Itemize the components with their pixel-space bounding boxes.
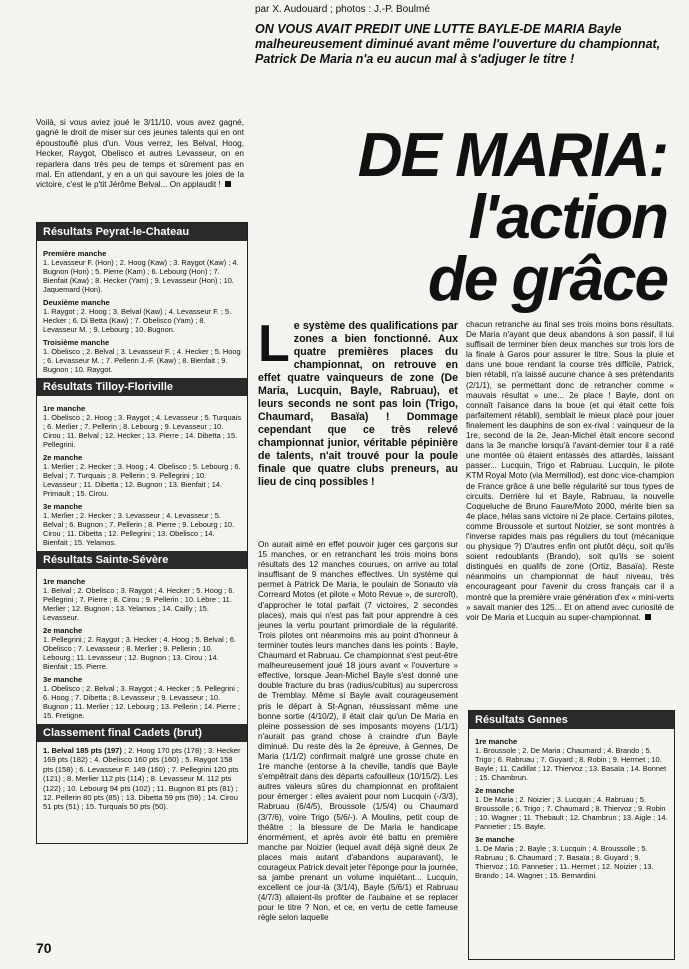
manche-title: 3e manche xyxy=(43,675,83,684)
results-sidebar xyxy=(36,222,248,844)
manche-title: 2e manche xyxy=(43,453,83,462)
gennes-heading: Résultats Gennes xyxy=(469,711,674,729)
manche-title: 2e manche xyxy=(43,626,83,635)
final-section xyxy=(37,742,247,816)
manche-results: 1. De Maria ; 2. Noizier ; 3. Lucquin ; 4. Rabruau ; 5. Broussolle ; 6. Trigo ; 7. Chaumard ; 8. Thiervoz ; 9. Robin ; 10. Wagner ; 11. Thebault ; 12. Chambrun ; 13. Aigle ; 14. Pannetier ; 15. Bayle. xyxy=(475,795,668,831)
manche-results: 1. Raygot ; 2. Hoog ; 3. Belval (Kaw) ; 4. Levasseur F. ; 5. Hecker ; 6. Di Betta (Kaw) ; 7. Obelisco (Yam) ; 8. Levasseur M. ; 9. Lebourg ; 10. Bugnon. xyxy=(43,307,232,334)
final-rest: ; 2. Hoog 170 pts (178) ; 3. Hecker 169 pts (182) ; 4. Obelisco 160 pts (160) ; 5. Raygot 158 pts (158) ; 6. Levasseur F. 149 (160) ; 7. Pellegrini 120 pts (121) ; 8. Merlier 112 pts (114) ; 8. Levasseur M. 112 pts (122) ; 10. Lebourg 94 pts (102) ; 11. Bugnon 81 pts (81) ; 12. Pellerin 80 pts (85) ; 13. Dibetta 59 pts (59) ; 14. Cirou 51 pts (51) ; 15. Turquais 50 pts (50). xyxy=(43,746,241,812)
manche-results: 1. De Maria ; 2. Bayle ; 3. Lucquin ; 4. Broussolle ; 5. Rabruau ; 6. Chaumard ; 7. Basaïa ; 8. Guyard ; 9. Thiervoz ; 10. Pannetier ; 11. Hermet ; 12. Noizier ; 13. Brando ; 14. Wagner ; 15. Bernardini. xyxy=(475,844,654,880)
manche-title: Deuxième manche xyxy=(43,298,110,307)
end-mark-icon xyxy=(645,614,651,620)
manche-title: 1re manche xyxy=(43,577,86,586)
manche-results: 1. Obelisco ; 2. Belval ; 3. Levasseur F. ; 4. Hecker ; 5. Hoog ; 6. Levasseur M. ; 7. Pellerin J.-F. (Kaw) ; 8. Bienfait ; 9. Bugnon ; 10. Raygot. xyxy=(43,347,241,374)
tilloy-heading: Résultats Tilloy-Floriville xyxy=(37,378,247,396)
sainte-section xyxy=(37,569,247,724)
peyrat-section xyxy=(37,241,247,378)
final-standings xyxy=(43,746,241,812)
manche-title: 3e manche xyxy=(475,835,515,844)
title-line-1: DE MARIA: xyxy=(357,121,667,190)
final-heading: Classement final Cadets (brut) xyxy=(37,724,247,742)
manche-results: 1. Merlier ; 2. Hecker ; 3. Levasseur ; 4. Levasseur ; 5. Belval ; 6. Bugnon ; 7. Pellerin ; 8. Pierre ; 9. Lebourg ; 10. Cirou ; 11. Dibetta ; 12. Pellegrini ; 13. Obelisco ; 14. Bienfait ; 15. Yelamos. xyxy=(43,511,235,547)
peyrat-heading: Résultats Peyrat-le-Chateau xyxy=(37,223,247,241)
manche-results: 1. Broussole ; 2. De Maria ; Chaumard ; 4. Brando ; 5. Trigo ; 6. Rabruau ; 7. Guyard ; 8. Robin ; 9. Hermet ; 10. Bayle ; 11. Cadillat ; 12. Thiervoz ; 13. Basaïa ; 14. Bonnet ; 15. Chambrun. xyxy=(475,746,667,782)
body-column-1: On aurait aimé en effet pouvoir juger ces garçons sur 15 manches, or en retranchant les trois moins bons résultats des 12 manches courues, on arrive au total insuffisant de 9 manches effectives. Un système qui permet à Patrick De Maria, le poulain de Sonauto via Correard Motos (et pilote « Moto Revue », de surcroît), d'approcher le total parfait (7 victoires, 2 secondes places), mais qui n'est pas fait pour apprendre à ces jeunes la vertu pourtant primordiale de la régularité. Trois pilotes ont néanmoins mis au point d'honneur à terminer toutes leurs manches dans les points : Bayle, Chaumard et Rabruau. Ce championnat s'est peut-être malheureusement joué 18 jours avant « l'ouverture » effective, lorsque Jean-Michel Bayle s'est donné une double fracture du bras (radius/cubitus) au supercross de Tremblay. Même si Bayle avait courageusement pris le départ à St-Agnan, réussissant même une bonne sortie (4/10/2), il était clair qu'un De Maria en pleine possession de ses imposants moyens (1/1/1) n'aurait pas grand chose à craindre d'un Bayle diminué. Du reste dès la 2e épreuve, à Gennes, De Maria (1/1/2) confirmait malgré une grosse chute en 1re manche (entorse à la cheville, tandis que Bayle s'empêtrait dans des départs cafouilleux (10/15/2). Les autres valeurs sûres du championnat en profitaient pour émerger : elles avaient pour nom Lucquin (-/3/3), Rabruau (6/4/5), Broussole (1/5/4) ou Chaumard (3/7/6), voire Trigo (5/6/-). A Moulins, petit coup de théâtre : la blessure de De Maria le handicape énormément, et après avoir été battu en première manche par Noizier (lequel avait déjà signé deux 2e places mais autant d'abandons auparavant), le courageux Patrick devait jeter l'éponge pour la journée, sa jambe prenant un volume inquiétant... Lucquin, excellent ce jour-là (3/1/4), Bayle (5/6/1) et Rabruau (4/7/3) allaient-ils profiter de l'aubaine et se replacer pour le titre ? Non, et ce, en vertu de cette fameuse règle selon laquelle xyxy=(258,540,459,923)
gennes-results-box xyxy=(468,710,675,960)
end-mark-icon xyxy=(225,181,231,187)
manche-title: Troisième manche xyxy=(43,338,110,347)
manche-results: 1. Levasseur F. (Hon) ; 2. Hoog (Kaw) ; 3. Raygot (Kaw) ; 4. Bugnon (Hon) ; 5. Pierre (Kam) ; 6. Lebourg (Hon) ; 7. Bienfait (Kaw) ; 8. Hecker (Yam) ; 9. Levasseur (Hon) ; 10. Jaquemard (Hon). xyxy=(43,258,239,294)
final-leader: 1. Belval 185 pts (197) xyxy=(43,746,122,755)
sainte-heading: Résultats Sainte-Sévère xyxy=(37,551,247,569)
intro-text: Voilà, si vous aviez joué le 3/11/10, vous avez gagné, gagné le droit de miser sur ces jeunes talents qui en ont époustouflé plus d'un. Vous verrez, les Belval, Hoog, Hecker, Raygot, Obelisco et autres Levasseur, on en reparlera dans très peu de temps et sûrement pas en mal. En attendant, y en a un qui savoure les joies de la victoire, c'est le p'tit Jérôme Belval... On applaudit ! xyxy=(36,118,244,190)
drop-cap: L xyxy=(258,315,290,373)
body-column-2-text: chacun retranche au final ses trois moins bons résultats. De Maria n'ayant que deux abandons à son passif, il lui suffisait de terminer bien deux manches sur trois lors de la finale à Garos pour assurer le titre. Sous la pluie et dans une boue rendant la course très difficile, Patrick, bien rétabli, n'a laissé aucune chance à ses prétendants (2/1/1), se permettant donc de retrancher comme « mauvais résultat » une... 2e place ! Bayle, dont on connaît l'aisance dans la boue (et qui était cette fois parfaitement rétabli), semblait le mieux placé pour jouer finalement les dauphins de son ex-rival : vainqueur de la 1re, second de la 2e, Jean-Michel était encore second dans la 3e manche lorsqu'à l'avant-dernier tour il a raté une montée où étaient entassés des attardés, laissant passer... Lucquin, Trigo et Rabruau. Lucquin, le pilote KTM Royal Moto (via Mermillod), est donc vice-champion de France grâce à une belle régularité sur tous types de circuits. Derrière lui et Bayle, Rabruau, la nouvelle Coqueluche de Bruno Faure/Moto 2000, mérite bien sa 4e place, hélas sans victoire ni 2e place. Certains pilotes, comme Broussole et surtout Noizier, se sont montrés à l'inverse rapides mais pas réguliers du tout (mécanique ou physique ?) D'autres enfin ont plutôt déçu, soit qu'ils soient redoublants (Brando), soit qu'ils se soient distingués en qualifs de zone (Ortiz, Basaïa). Reste néanmoins un championnat de haut niveau, très encourageant pour l'avenir du cross français car il a montré que la première vraie génération d'ex « mini-verts » savait manier des 125... Et on attend avec curiosité de voir De Maria et Lucquin au super-championnat. xyxy=(466,320,674,622)
lede-paragraph xyxy=(258,315,458,489)
manche-title: 1re manche xyxy=(43,404,86,413)
manche-title: Première manche xyxy=(43,249,107,258)
manche-results: 1. Merlier ; 2. Hecker ; 3. Hoog ; 4. Obelisco ; 5. Lebourg ; 6. Belval ; 7. Turquais ; 8. Pellerin ; 9. Pellegrini ; 10. Levasseur ; 11. Dibetta ; 12. Bugnon ; 13. Bienfait ; 14. Primault ; 15. Cirou. xyxy=(43,462,241,498)
manche-results: 1. Obelisco ; 2. Hoog ; 3. Raygot ; 4. Levasseur ; 5. Turquais ; 6. Merlier ; 7. Pellerin ; 8. Lebourg ; 9. Levasseur ; 10. Cirou ; 11. Belval ; 12. Hecker ; 13. Pierre ; 14. Dibetta ; 15. Pellegrini. xyxy=(43,413,242,449)
manche-title: 1re manche xyxy=(475,737,518,746)
page-number: 70 xyxy=(36,940,52,956)
lede-text: e système des qualifications par zones a bien fonctionné. Aux quatre premières places du championnat, on retrouve en effet quatre vainqueurs de zone (De Maria, Lucquin, Bayle, Rabruau), et leurs seconds ne sont pas loin (Trigo, Chaumard, Basaïa) ! Dommage cependant que ce très relevé championnat junior, véritable pépinière de talents, n'ait trouvé pour la poule finale que quatre clubs preneurs, au lieu de cinq possibles ! xyxy=(258,320,458,488)
gennes-section xyxy=(469,729,674,884)
headline: ON VOUS AVAIT PREDIT UNE LUTTE BAYLE-DE MARIA Bayle malheureusement diminué avant même l'ouverture du championnat, Patrick De Maria n'a eu aucun mal à s'adjuger le titre ! xyxy=(255,22,661,66)
tilloy-section xyxy=(37,396,247,551)
title-line-3: de grâce xyxy=(427,245,667,314)
body-column-2 xyxy=(466,320,674,623)
manche-results: 1. Belval ; 2. Obelisco ; 3. Raygot ; 4. Hecker ; 5. Hoog ; 6. Pellegrini ; 7. Pierre ; 8. Cirou ; 9. Pellerin ; 10. Lèbre ; 11. Merlier ; 12. Bugnon ; 13. Yelamos ; 14. Cailly ; 15. Levasseur. xyxy=(43,586,235,622)
manche-results: 1. Pellegrini ; 2. Raygot ; 3. Hecker ; 4. Hoog ; 5. Belval ; 6. Obelisco ; 7. Levasseur ; 8. Merlier ; 9. Pellerin ; 10. Lebourg ; 11. Levasseur ; 12. Bugnon ; 13. Cirou ; 14. Bienfait ; 15. Pierre. xyxy=(43,635,237,671)
title-line-2: l'action xyxy=(468,183,667,252)
intro-paragraph xyxy=(36,118,244,191)
manche-title: 3e manche xyxy=(43,502,83,511)
manche-title: 2e manche xyxy=(475,786,515,795)
manche-results: 1. Obelisco ; 2. Belval ; 3. Raygot ; 4. Hecker ; 5. Pellegrini ; 6. Hoog ; 7. Dibetta ; 8. Levasseur ; 9. Levasseur ; 10. Bugnon ; 11. Merlier ; 12. Lebourg ; 13. Pellerin ; 14. Pierre ; 15. Fretigne. xyxy=(43,684,241,720)
photo-credit: par X. Audouard ; photos : J.-P. Boulmé xyxy=(255,4,430,15)
